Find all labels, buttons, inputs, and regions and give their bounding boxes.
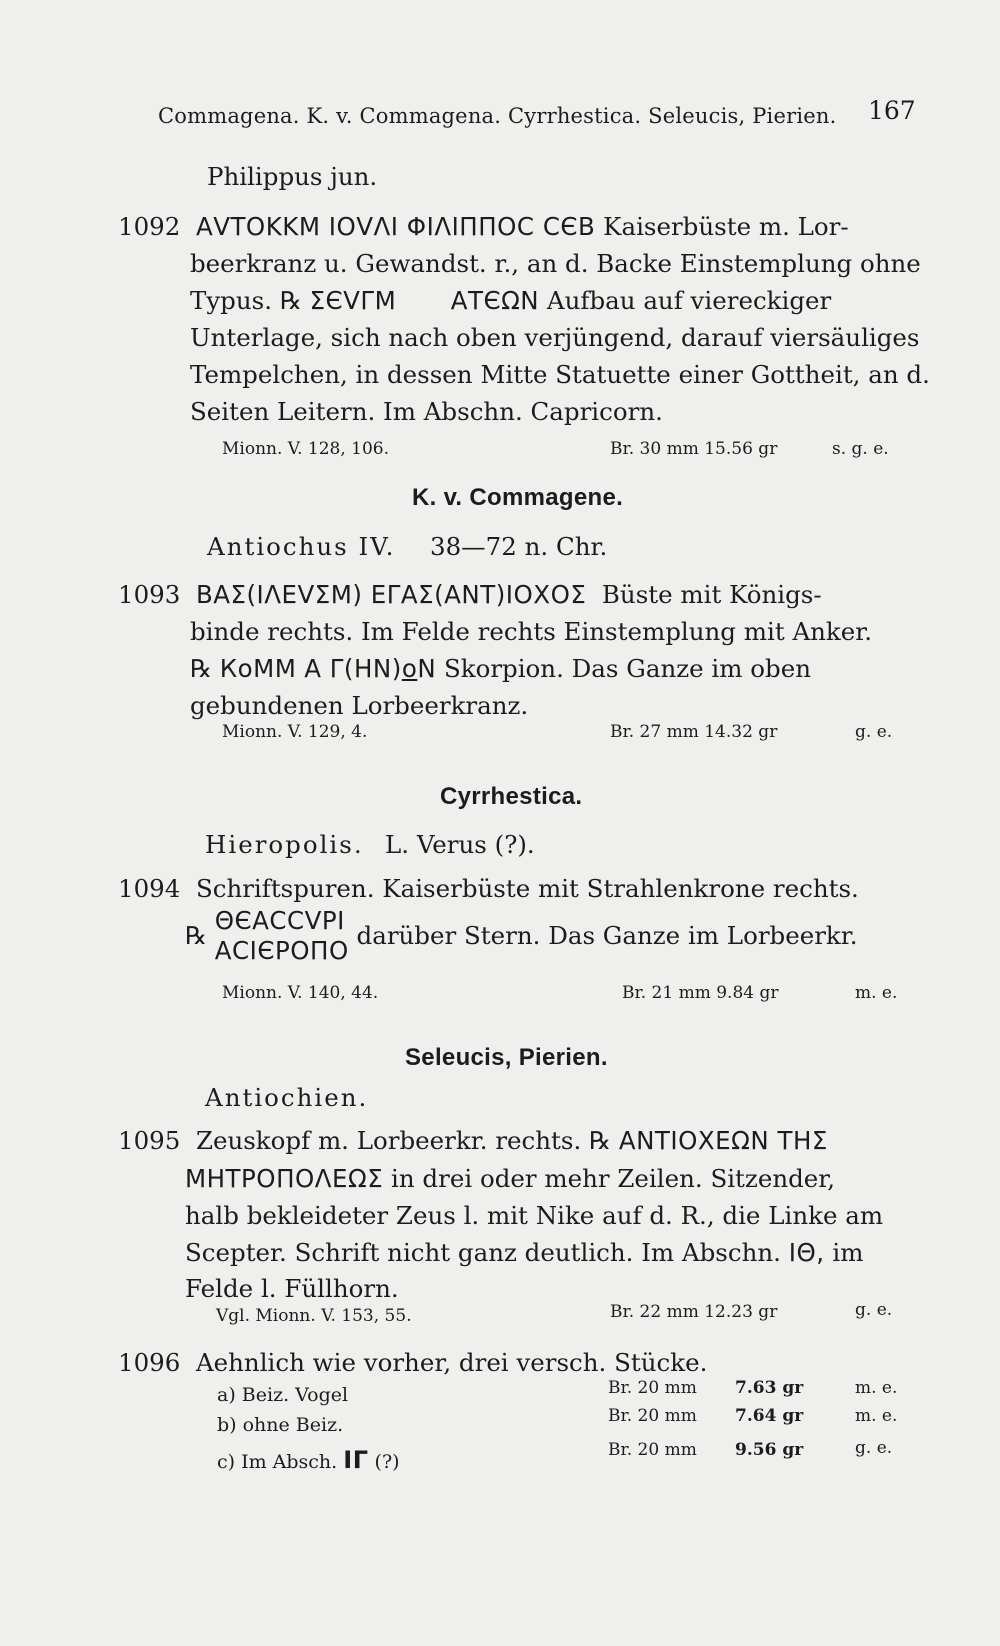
entry-1092-line-4: Unterlage, sich nach oben verjüngend, darauf viersäuliges xyxy=(190,323,920,352)
description: im xyxy=(832,1238,864,1267)
reverse-symbol: ℞ xyxy=(190,654,212,683)
reverse-legend-d: Ν xyxy=(417,654,437,683)
entry-1095-line-5: Felde l. Füllhorn. xyxy=(185,1274,399,1303)
entry-1095-line-2 xyxy=(185,1162,835,1196)
page-number: 167 xyxy=(868,96,916,125)
grade: g. e. xyxy=(855,722,893,742)
size-weight: Br. 22 mm 12.23 gr xyxy=(610,1302,778,1322)
entry-1092-line-5: Tempelchen, in dessen Mitte Statuette einer Gottheit, an d. xyxy=(190,360,930,389)
description: Büste mit Königs- xyxy=(601,580,822,609)
description: darüber Stern. Das Ganze im Lorbeerkr. xyxy=(356,921,858,950)
entry-number: 1093 xyxy=(118,580,181,609)
entry-1092-line-6: Seiten Leitern. Im Abschn. Capricorn. xyxy=(190,397,663,426)
entry-1093-line-2: binde rechts. Im Felde rechts Einstemplung mit Anker. xyxy=(190,617,873,646)
description: Scepter. Schrift nicht ganz deutlich. Im Abschn. xyxy=(185,1238,781,1267)
variant-c-size: Br. 20 mm xyxy=(608,1440,697,1460)
variant-a-weight: 7.63 gr xyxy=(735,1378,804,1398)
ruler-heading-antiochus: Antiochus IV. xyxy=(207,532,396,561)
description: Typus. xyxy=(190,286,273,315)
reference: Mionn. V. 140, 44. xyxy=(222,983,379,1003)
description: in drei oder mehr Zeilen. Sitzender, xyxy=(391,1164,836,1193)
reverse-legend-b: ΑΤЄΩΝ xyxy=(450,286,540,315)
entry-1095-line-3: halb bekleideter Zeus l. mit Nike auf d. R., die Linke am xyxy=(185,1201,884,1230)
description: Kaiserbüste m. Lor- xyxy=(603,212,849,241)
reverse-legend-a: КоММ xyxy=(219,654,297,683)
reverse-legend-a: ΑΝΤΙΟΧΕΩΝ ΤΗΣ xyxy=(618,1126,828,1155)
variant-b-grade: m. e. xyxy=(855,1406,898,1426)
size-weight: Br. 30 mm 15.56 gr xyxy=(610,439,778,459)
grade: m. e. xyxy=(855,983,898,1003)
variant-c-legend: ΙΓ xyxy=(343,1446,369,1474)
variant-a-grade: m. e. xyxy=(855,1378,898,1398)
entry-1095-line-4 xyxy=(185,1236,863,1270)
description: Aehnlich wie vorher, drei versch. Stücke. xyxy=(195,1348,708,1377)
reverse-legend-a: ΣЄVΓΜ xyxy=(309,286,397,315)
description: Zeuskopf m. Lorbeerkr. rechts. xyxy=(195,1126,582,1155)
entry-1094-line-1 xyxy=(118,872,859,906)
entry-1093-line-3 xyxy=(190,652,811,686)
variant-a-label: a) Beiz. Vogel xyxy=(217,1384,349,1406)
reverse-legend-b: ΜΗΤΡΟΠΟΛΕΩΣ xyxy=(185,1164,384,1193)
grade: g. e. xyxy=(855,1300,893,1320)
city-heading-antiochien: Antiochien. xyxy=(205,1083,369,1112)
reverse-legend-b: Α Γ(ΗΝ) xyxy=(304,654,402,683)
reference: Mionn. V. 128, 106. xyxy=(222,439,390,459)
variant-c-label-text: c) Im Absch. xyxy=(217,1451,338,1473)
obverse-legend: ΒΑΣ(ΙΛΕVΣΜ) ΕΓΑΣ(ΑΝΤ)ΙΟΧΟΣ xyxy=(195,580,587,609)
reference: Mionn. V. 129, 4. xyxy=(222,722,368,742)
variant-c-label xyxy=(217,1446,400,1474)
reverse-legend-stack xyxy=(215,906,349,966)
running-title: Commagena. K. v. Commagena. Cyrrhestica. Seleucis, Pierien. xyxy=(158,104,837,128)
entry-1094-line-2 xyxy=(185,906,858,966)
entry-1092-line-1 xyxy=(118,210,849,244)
entry-1092-line-2: beerkranz u. Gewandst. r., an d. Backe Einstemplung ohne xyxy=(190,249,921,278)
reverse-legend-top: ΘЄΑCCVΡΙ xyxy=(214,906,345,935)
variant-b-size: Br. 20 mm xyxy=(608,1406,697,1426)
entry-number: 1094 xyxy=(118,874,181,903)
entry-1092-line-3 xyxy=(190,284,831,318)
obverse-legend: ΑVΤΟΚΚΜ ΙΟVΛΙ ΦΙΛΙΠΠΟC CЄB xyxy=(195,212,596,241)
entry-number: 1096 xyxy=(118,1348,181,1377)
description: Aufbau auf viereckiger xyxy=(546,286,832,315)
reverse-symbol: ℞ xyxy=(185,921,207,950)
size-weight: Br. 21 mm 9.84 gr xyxy=(622,983,779,1003)
variant-b-weight: 7.64 gr xyxy=(735,1406,804,1426)
section-heading-cyrrhestica: Cyrrhestica. xyxy=(440,783,583,810)
city-heading-hieropolis: Hieropolis. xyxy=(205,830,364,859)
entry-1093-line-1 xyxy=(118,578,822,612)
ruler-heading-philippus: Philippus jun. xyxy=(207,162,378,191)
grade: s. g. e. xyxy=(832,439,889,459)
variant-a-size: Br. 20 mm xyxy=(608,1378,697,1398)
entry-1095-line-1 xyxy=(118,1124,828,1158)
reference: Vgl. Mionn. V. 153, 55. xyxy=(216,1306,412,1326)
section-heading-commagene: K. v. Commagene. xyxy=(412,484,624,511)
description: Skorpion. Das Ganze im oben xyxy=(443,654,811,683)
variant-c-label-note: (?) xyxy=(374,1451,400,1473)
variant-c-grade: g. e. xyxy=(855,1438,893,1458)
ruler-name: L. Verus (?). xyxy=(385,830,535,859)
size-weight: Br. 27 mm 14.32 gr xyxy=(610,722,778,742)
description: Schriftspuren. Kaiserbüste mit Strahlenkrone rechts. xyxy=(195,874,859,903)
reverse-legend-bottom: ΑCΙЄΡΟΠΟ xyxy=(214,936,349,965)
entry-number: 1092 xyxy=(118,212,181,241)
section-heading-seleucis: Seleucis, Pierien. xyxy=(405,1044,608,1071)
reverse-legend-c: o xyxy=(401,654,418,683)
entry-number: 1095 xyxy=(118,1126,181,1155)
variant-b-label: b) ohne Beiz. xyxy=(217,1414,344,1436)
entry-1096-line-1 xyxy=(118,1346,707,1380)
reverse-symbol: ℞ xyxy=(589,1126,612,1155)
ruler-date: 38—72 n. Chr. xyxy=(430,532,608,561)
exergue-legend: ΙΘ, xyxy=(788,1238,825,1267)
entry-1093-line-4: gebundenen Lorbeerkranz. xyxy=(190,691,529,720)
reverse-symbol: ℞ xyxy=(279,286,302,315)
variant-c-weight: 9.56 gr xyxy=(735,1440,804,1460)
